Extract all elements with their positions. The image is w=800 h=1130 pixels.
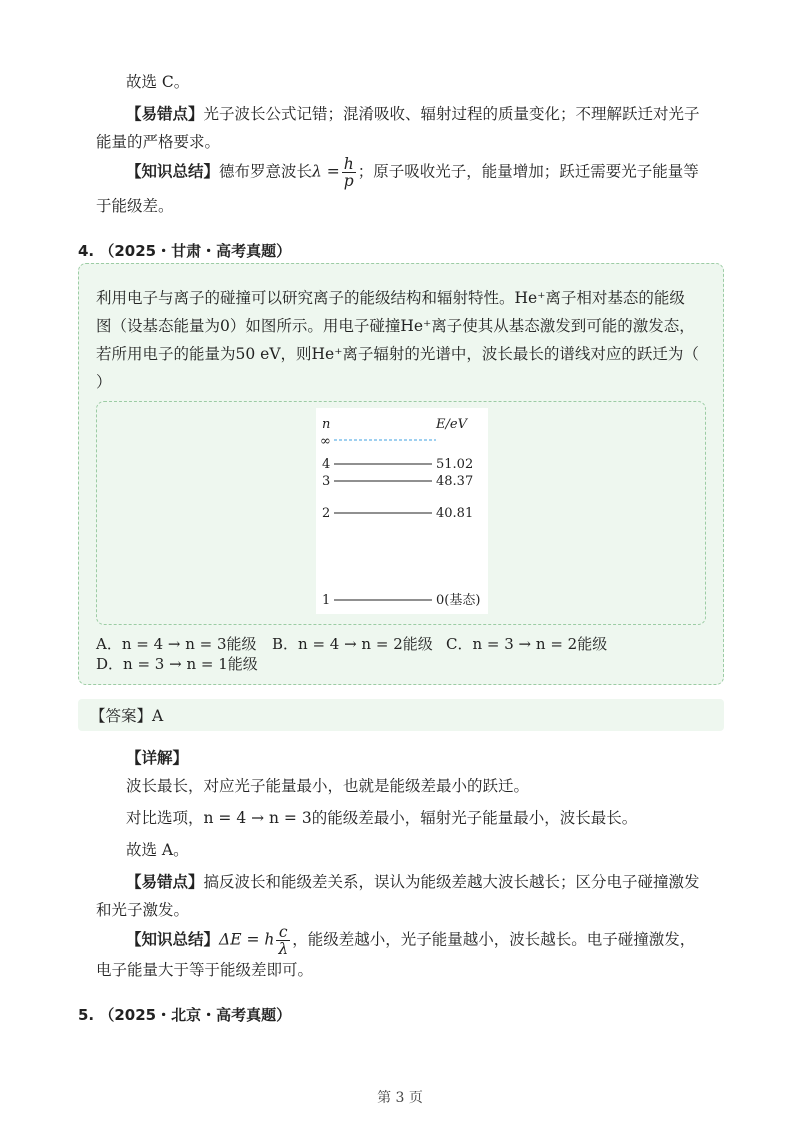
level-3-n: 3 bbox=[322, 474, 331, 489]
prev-mistake-line-1 bbox=[126, 100, 700, 128]
summary-post: ；原子吸收光子，能量增加；跃迁需要光子能量等 bbox=[357, 162, 699, 181]
level-2-energy: 40.81 bbox=[436, 506, 474, 521]
level-2-n: 2 bbox=[322, 506, 331, 521]
option-c[interactable]: C．n = 3 → n = 2能级 bbox=[446, 635, 608, 653]
question-4-header: 4. （2025・甘肃・高考真题） bbox=[78, 242, 292, 260]
debroglie-fraction: $\frac{h}{p}$ bbox=[343, 155, 354, 190]
q4-stem-3: 若所用电子的能量为50 eV，则He⁺离子辐射的光谱中，波长最长的谱线对应的跃迁为（ bbox=[96, 345, 699, 363]
q4-mistake-text: 搞反波长和能级差关系，误认为能级差越大波长越长；区分电子碰撞激发 bbox=[203, 873, 700, 891]
answer-bar bbox=[78, 699, 724, 731]
prev-conclusion: 故选 C。 bbox=[126, 73, 190, 91]
mistake-text: 光子波长公式记错；混淆吸收、辐射过程的质量变化；不理解跃迁对光子 bbox=[203, 105, 700, 123]
detail-line-3: 故选 A。 bbox=[126, 841, 189, 859]
summary-pre: 德布罗意波长 bbox=[219, 162, 313, 181]
prev-summary-line-1 bbox=[126, 156, 699, 189]
q4-mistake-label: 【易错点】 bbox=[126, 872, 204, 891]
level-1-n: 1 bbox=[322, 593, 331, 608]
energy-level-diagram bbox=[316, 408, 488, 614]
prev-mistake-line-2: 能量的严格要求。 bbox=[96, 133, 221, 151]
axis-n-label: n bbox=[322, 417, 331, 432]
q4-summary-line-2: 电子能量大于等于能级差即可。 bbox=[96, 961, 314, 979]
q4-summary-post: ，能级差越小，光子能量越小，波长越长。电子碰撞激发， bbox=[292, 930, 696, 949]
option-a[interactable]: A．n = 4 → n = 3能级 bbox=[96, 635, 257, 653]
summary-label: 【知识总结】 bbox=[126, 161, 220, 181]
q4-stem-4: ） bbox=[96, 373, 112, 391]
mistake-label: 【易错点】 bbox=[126, 104, 204, 123]
answer-text: 【答案】A bbox=[90, 707, 164, 725]
level-4-n: 4 bbox=[322, 457, 331, 472]
detail-line-1: 波长最长，对应光子能量最小，也就是能级差最小的跃迁。 bbox=[126, 777, 530, 795]
axis-e-label: E/eV bbox=[436, 417, 467, 432]
prev-summary-line-2: 于能级差。 bbox=[96, 197, 174, 215]
page-number: 第 3 页 bbox=[377, 1090, 423, 1106]
q4-summary-line-1 bbox=[126, 924, 695, 957]
level-1-energy: 0(基态) bbox=[436, 593, 481, 608]
detail-line-2: 对比选项，n = 4 → n = 3的能级差最小，辐射光子能量最小，波长最长。 bbox=[126, 809, 638, 827]
option-b[interactable]: B．n = 4 → n = 2能级 bbox=[272, 635, 433, 653]
infinity-label: ∞ bbox=[320, 434, 331, 449]
q4-mistake-line-1 bbox=[126, 868, 700, 896]
q4-stem-1: 利用电子与离子的碰撞可以研究离子的能级结构和辐射特性。He⁺离子相对基态的能级 bbox=[96, 289, 685, 307]
q4-stem-2: 图（设基态能量为0）如图所示。用电子碰撞He⁺离子使其从基态激发到可能的激发态， bbox=[96, 317, 695, 335]
question-5-header: 5. （2025・北京・高考真题） bbox=[78, 1006, 292, 1024]
detail-label: 【详解】 bbox=[126, 748, 189, 767]
q4-mistake-line-2: 和光子激发。 bbox=[96, 901, 190, 919]
q4-summary-label: 【知识总结】 bbox=[126, 929, 220, 949]
level-3-energy: 48.37 bbox=[436, 474, 474, 489]
summary-formula-lhs: λ = bbox=[312, 162, 340, 181]
energy-fraction: $\frac{c}{\lambda}$ bbox=[278, 923, 289, 958]
level-4-energy: 51.02 bbox=[436, 457, 474, 472]
q4-summary-lhs: ΔE = h bbox=[219, 930, 275, 949]
option-d[interactable]: D．n = 3 → n = 1能级 bbox=[96, 655, 258, 673]
